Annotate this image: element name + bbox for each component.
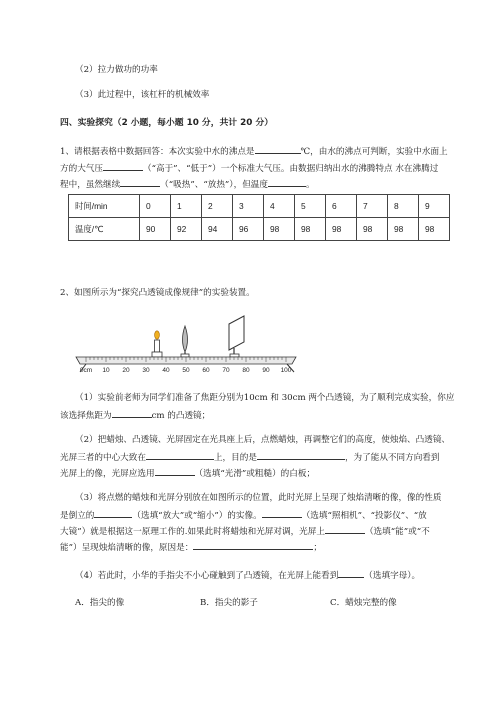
boiling-data-table [68, 194, 450, 241]
ruler-label: 70 [222, 367, 230, 374]
ruler-label: 90 [262, 367, 270, 374]
answer-blank[interactable] [155, 466, 195, 476]
q2-part3-line4: 能”）呈现烛焰清晰的像，原因是： ； [60, 540, 322, 554]
table-cell: 98 [388, 218, 419, 241]
table-cell: 6 [326, 195, 357, 218]
table-cell: 98 [295, 218, 326, 241]
q2-part3-line2: 是倒立的 （选填“放大”或“缩小”）的实像。 （选填“照相机”、“投影仪”、“放 [60, 508, 427, 522]
answer-blank[interactable] [112, 408, 152, 418]
table-cell: 98 [264, 218, 295, 241]
light-screen-icon [229, 316, 244, 357]
answer-blank[interactable] [193, 540, 313, 550]
ruler-label: 0cm [79, 367, 93, 374]
ruler-label: 50 [182, 367, 190, 374]
q2-part4-line1: （4）若此时，小华的手指尖不小心碰触到了凸透镜，在光屏上能看到 （选填字母）。 [75, 568, 420, 582]
table-row [69, 195, 450, 218]
table-cell: 1 [171, 195, 202, 218]
option-b[interactable]: B．指尖的影子 [200, 598, 258, 608]
table-header-temperature: 温度/℃ [69, 218, 140, 241]
answer-blank[interactable] [146, 450, 214, 460]
option-c[interactable]: C．蜡烛完整的像 [330, 598, 397, 608]
candle-icon [152, 331, 162, 357]
question-item-2: （2）拉力做功的功率 [75, 65, 158, 75]
table-row [69, 218, 450, 241]
q2-part3-line3: 大镜”）就是根据这一原理工作的.如果此时将蜡烛和光屏对调，光屏上 （选填“能”或“不 [60, 524, 430, 538]
table-cell: 96 [233, 218, 264, 241]
table-cell: 7 [357, 195, 388, 218]
answer-blank[interactable] [262, 508, 302, 518]
answer-blank[interactable] [325, 524, 365, 534]
optical-bench-figure [72, 312, 302, 374]
section-heading: 四、实验探究（2 小题，每小题 10 分，共计 20 分） [60, 118, 274, 128]
q2-part2-line3: 光屏上的像，光屏应选用 （选填“光滑”或粗糙）的白板； [60, 466, 315, 480]
q1-line-1: 1、请根据表格中数据回答：本次实验中水的沸点是 ℃，由水的沸点可判断，实验中水面上 [60, 144, 448, 158]
q2-part2-line2: 光屏三者的中心大致在 上，目的是 ，为了能从不同方向看到 [60, 450, 439, 464]
q2-part1-line2: 该选择焦距为 cm 的凸透镜； [60, 408, 210, 422]
answer-blank[interactable] [338, 568, 364, 578]
table-header-time: 时间/min [69, 195, 140, 218]
table-cell: 0 [140, 195, 171, 218]
answer-blank[interactable] [257, 450, 345, 460]
table-cell: 98 [419, 218, 450, 241]
ruler-label: 60 [202, 367, 210, 374]
table-cell: 9 [419, 195, 450, 218]
table-cell: 98 [326, 218, 357, 241]
answer-blank[interactable] [255, 144, 301, 154]
answer-blank[interactable] [103, 161, 143, 171]
ruler-label: 80 [242, 367, 250, 374]
option-a[interactable]: A．指尖的像 [75, 598, 125, 608]
answer-blank[interactable] [94, 508, 132, 518]
table-cell: 3 [233, 195, 264, 218]
question-item-3: （3）此过程中，该杠杆的机械效率 [75, 90, 210, 100]
q1-line-2: 方的大气压 （“高于”、“低于”）一个标准大气压。由数据归纳出水的沸腾特点 水在沸腾过 [60, 161, 438, 175]
table-cell: 2 [202, 195, 233, 218]
ruler-label: 100 [280, 367, 292, 374]
q2-part2-line1: （2）把蜡烛、凸透镜、光屏固定在光具座上后，点燃蜡烛，再调整它们的高度，使烛焰、凸透镜、 [75, 435, 451, 445]
q1-line-3: 程中，虽然继续 （“吸热”、“放热”），但温度 。 [60, 177, 315, 191]
q2-intro: 2、如图所示为“探究凸透镜成像规律”的实验装置。 [60, 288, 255, 298]
ruler-label: 10 [102, 367, 110, 374]
ruler-label: 30 [142, 367, 150, 374]
q2-part3-line1: （3）将点燃的蜡烛和光屏分别放在如图所示的位置，此时光屏上呈现了烛焰清晰的像，像的性质 [75, 493, 442, 503]
q2-part1-line1: （1）实验前老师为同学们准备了焦距分别为10cm 和 30cm 两个凸透镜，为了顺利完成实验，你应 [75, 393, 455, 403]
answer-blank[interactable] [268, 177, 306, 187]
table-cell: 8 [388, 195, 419, 218]
table-cell: 90 [140, 218, 171, 241]
table-cell: 98 [357, 218, 388, 241]
convex-lens-icon [181, 326, 189, 357]
ruler-label: 40 [162, 367, 170, 374]
table-cell: 94 [202, 218, 233, 241]
ruler-label: 20 [122, 367, 130, 374]
table-cell: 92 [171, 218, 202, 241]
table-cell: 5 [295, 195, 326, 218]
table-cell: 4 [264, 195, 295, 218]
answer-blank[interactable] [120, 177, 160, 187]
